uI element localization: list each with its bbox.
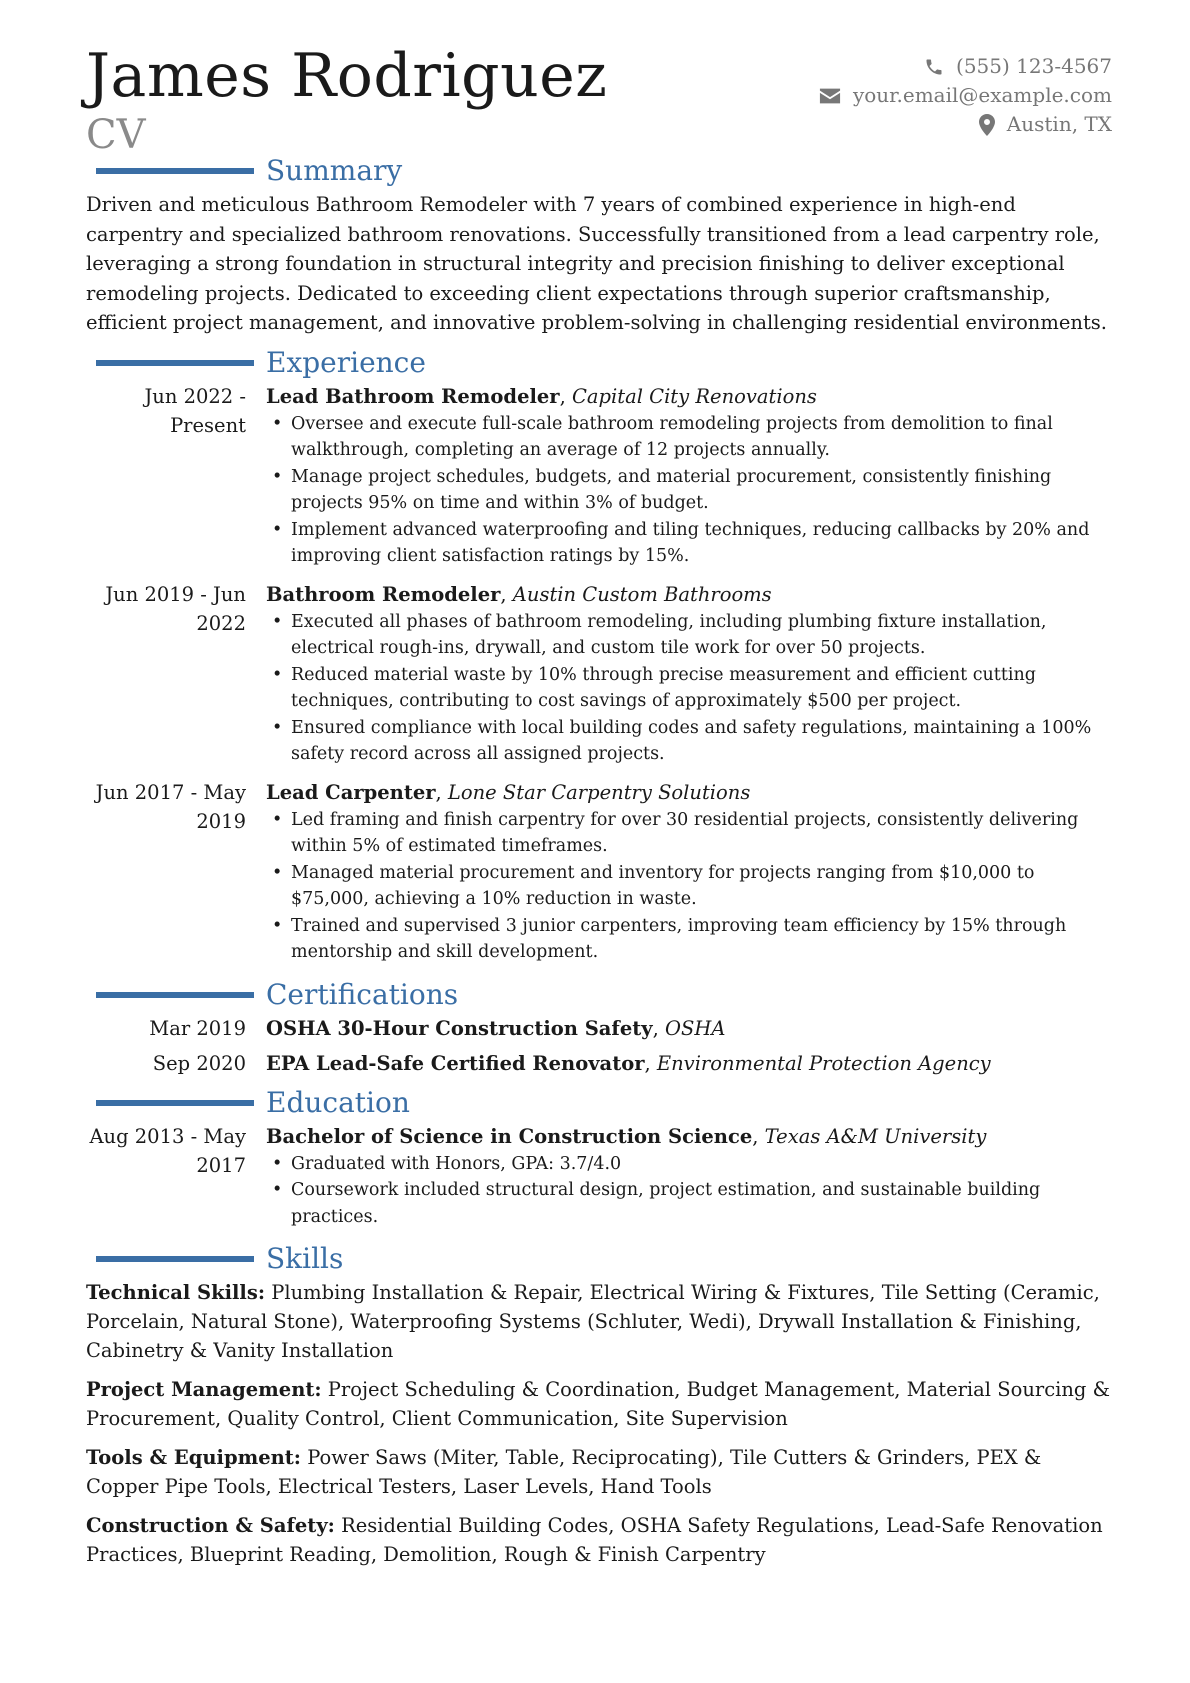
education-details-list — [266, 1151, 1112, 1231]
entry-date: Aug 2013 - May 2017 — [89, 1124, 246, 1177]
skill-group — [86, 1511, 1112, 1569]
candidate-name: James Rodriguez — [86, 41, 608, 111]
education-entry: Aug 2013 - May 2017 Bachelor of Science in Construction Science, Texas A&M University • Graduated with Honors, GPA: 3.7/4.0 • Coursework included structural design, project estimation, and sustainable building practices. — [86, 1122, 1112, 1231]
document-subtitle: CV — [86, 112, 146, 158]
skill-group-text: Project Scheduling & Coordination, Budget Management, Material Sourcing & Procurement, Quality Control, Client Communication, Site Supervision — [86, 1378, 1110, 1430]
section-title: Experience — [266, 345, 426, 379]
issuer-name: OSHA — [664, 1016, 726, 1040]
list-item: • Trained and supervised 3 junior carpenters, improving team efficiency by 15% through mentorship and skill development. — [266, 913, 1112, 966]
section-accent-bar — [96, 360, 254, 366]
experience-entry: Jun 2017 - May 2019 Lead Carpenter, Lone Star Carpentry Solutions • Led framing and finish carpentry for over 30 residential projects, consistently delivering within 5% of estimated timeframes. • Managed material procurement and inventory for projects ranging from $10,000 to $75,000, achieving a 10% reduction in waste. • Trained and supervised 3 junior carpenters, improving team efficiency by 15% through mentorship and skill development. — [86, 778, 1112, 966]
company-name: Austin Custom Bathrooms — [512, 582, 772, 606]
contact-email — [819, 81, 1112, 110]
section-heading — [86, 1240, 1112, 1278]
phone-number: (555) 123-4567 — [956, 54, 1112, 78]
achievement-list — [266, 411, 1112, 570]
section-accent-bar — [96, 1100, 254, 1106]
skill-group-text: Residential Building Codes, OSHA Safety Regulations, Lead-Safe Renovation Practices, Blueprint Reading, Demolition, Rough & Finish Carpentry — [86, 1514, 1103, 1566]
skill-group-text: Plumbing Installation & Repair, Electrical Wiring & Fixtures, Tile Setting (Ceramic, Porcelain, Natural Stone), Waterproofing Systems (Schluter, Wedi), Drywall Installation & Finishing, Cabinetry & Vanity Installation — [86, 1281, 1100, 1362]
certifications-section — [86, 976, 1112, 1078]
section-accent-bar — [96, 168, 254, 174]
experience-entry: Jun 2019 - Jun 2022 Bathroom Remodeler, Austin Custom Bathrooms • Executed all phases of bathroom remodeling, including plumbing fixture installation, electrical rough-ins, drywall, and custom tile work for over 50 projects. • Reduced material waste by 10% through precise measurement and efficient cutting techniques, contributing to cost savings of approximately $500 per project. • Ensured compliance with local building codes and safety regulations, maintaining a 100% safety record across all assigned projects. — [86, 580, 1112, 768]
skill-group — [86, 1278, 1112, 1365]
list-item: • Reduced material waste by 10% through precise measurement and efficient cutting techniques, contributing to cost savings of approximately $500 per project. — [266, 662, 1112, 715]
company-name: Capital City Renovations — [571, 384, 817, 408]
list-item: • Graduated with Honors, GPA: 3.7/4.0 — [266, 1151, 1112, 1178]
phone-icon — [924, 57, 944, 77]
education-section — [86, 1084, 1112, 1231]
list-item: • Ensured compliance with local building codes and safety regulations, maintaining a 100% safety record across all assigned projects. — [266, 715, 1112, 768]
summary-text: Driven and meticulous Bathroom Remodeler with 7 years of combined experience in high-end carpentry and specialized bathroom renovations. Successfully transitioned from a lead carpentry role, leveraging a strong foundation in structural integrity and precision finishing to deliver exceptional remodeling projects. Dedicated to exceeding client expectations through superior craftsmanship, efficient project management, and innovative problem-solving in challenging residential environments. — [86, 193, 1107, 334]
entry-date: Jun 2017 - May 2019 — [95, 780, 246, 833]
skill-group-label: Construction & Safety: — [86, 1514, 335, 1537]
certification-title: EPA Lead-Safe Certified Renovator — [266, 1051, 645, 1075]
email-address[interactable]: your.email@example.com — [852, 83, 1112, 107]
job-title: Bathroom Remodeler — [266, 582, 501, 606]
achievement-list — [266, 609, 1112, 768]
skills-section — [86, 1240, 1112, 1569]
section-heading — [86, 152, 1112, 190]
job-title: Lead Carpenter — [266, 780, 436, 804]
list-item: • Coursework included structural design, project estimation, and sustainable building practices. — [266, 1177, 1112, 1230]
section-title: Skills — [266, 1242, 344, 1275]
contact-location — [819, 110, 1112, 139]
section-title: Summary — [266, 154, 403, 187]
certification-title: OSHA 30-Hour Construction Safety — [266, 1016, 653, 1040]
section-heading — [86, 976, 1112, 1014]
entry-date: Sep 2020 — [152, 1051, 246, 1075]
section-accent-bar — [96, 1256, 254, 1262]
entry-date: Jun 2019 - Jun 2022 — [105, 582, 246, 635]
certification-entry: Sep 2020 EPA Lead-Safe Certified Renovator, Environmental Protection Agency — [86, 1049, 1112, 1078]
skill-group-label: Technical Skills: — [86, 1281, 266, 1304]
list-item: • Oversee and execute full-scale bathroom remodeling projects from demolition to final walkthrough, completing an average of 12 projects annually. — [266, 411, 1112, 464]
skill-group-label: Project Management: — [86, 1378, 322, 1401]
experience-section — [86, 344, 1112, 966]
list-item: • Managed material procurement and inventory for projects ranging from $10,000 to $75,000, achieving a 10% reduction in waste. — [266, 860, 1112, 913]
achievement-list — [266, 807, 1112, 966]
summary-section — [86, 152, 1112, 338]
envelope-icon — [819, 87, 841, 105]
list-item: • Led framing and finish carpentry for over 30 residential projects, consistently delivering within 5% of estimated timeframes. — [266, 807, 1112, 860]
skill-group-text: Power Saws (Miter, Table, Reciprocating), Tile Cutters & Grinders, PEX & Copper Pipe Tools, Electrical Testers, Laser Levels, Hand Tools — [86, 1446, 1042, 1498]
company-name: Lone Star Carpentry Solutions — [447, 780, 751, 804]
section-heading — [86, 1084, 1112, 1122]
list-item: • Manage project schedules, budgets, and material procurement, consistently finishing projects 95% on time and within 3% of budget. — [266, 464, 1112, 517]
section-heading — [86, 344, 1112, 382]
certification-entry: Mar 2019 OSHA 30-Hour Construction Safety, OSHA — [86, 1014, 1112, 1043]
entry-date: Mar 2019 — [149, 1016, 246, 1040]
issuer-name: Environmental Protection Agency — [656, 1051, 991, 1075]
list-item: • Implement advanced waterproofing and tiling techniques, reducing callbacks by 20% and improving client satisfaction ratings by 15%. — [266, 517, 1112, 570]
contact-block — [819, 52, 1112, 139]
skill-group-label: Tools & Equipment: — [86, 1446, 301, 1469]
school-name: Texas A&M University — [764, 1124, 987, 1148]
location-text: Austin, TX — [1006, 112, 1112, 136]
degree-title: Bachelor of Science in Construction Science — [266, 1124, 753, 1148]
section-title: Certifications — [266, 977, 459, 1011]
section-title: Education — [266, 1085, 410, 1119]
cv-content — [86, 152, 1112, 1579]
section-accent-bar — [96, 992, 254, 998]
list-item: • Executed all phases of bathroom remodeling, including plumbing fixture installation, electrical rough-ins, drywall, and custom tile work for over 50 projects. — [266, 609, 1112, 662]
map-pin-icon — [979, 114, 995, 136]
contact-phone — [819, 52, 1112, 81]
job-title: Lead Bathroom Remodeler — [266, 384, 560, 408]
experience-entry: Jun 2022 - Present Lead Bathroom Remodeler, Capital City Renovations • Oversee and execute full-scale bathroom remodeling projects from demolition to final walkthrough, completing an average of 12 projects annually. • Manage project schedules, budgets, and material procurement, consistently finishing projects 95% on time and within 3% of budget. • Implement advanced waterproofing and tiling techniques, reducing callbacks by 20% and improving client satisfaction ratings by 15%. — [86, 382, 1112, 570]
entry-date: Jun 2022 - Present — [144, 384, 246, 437]
skill-group — [86, 1375, 1112, 1433]
skill-group — [86, 1443, 1112, 1501]
